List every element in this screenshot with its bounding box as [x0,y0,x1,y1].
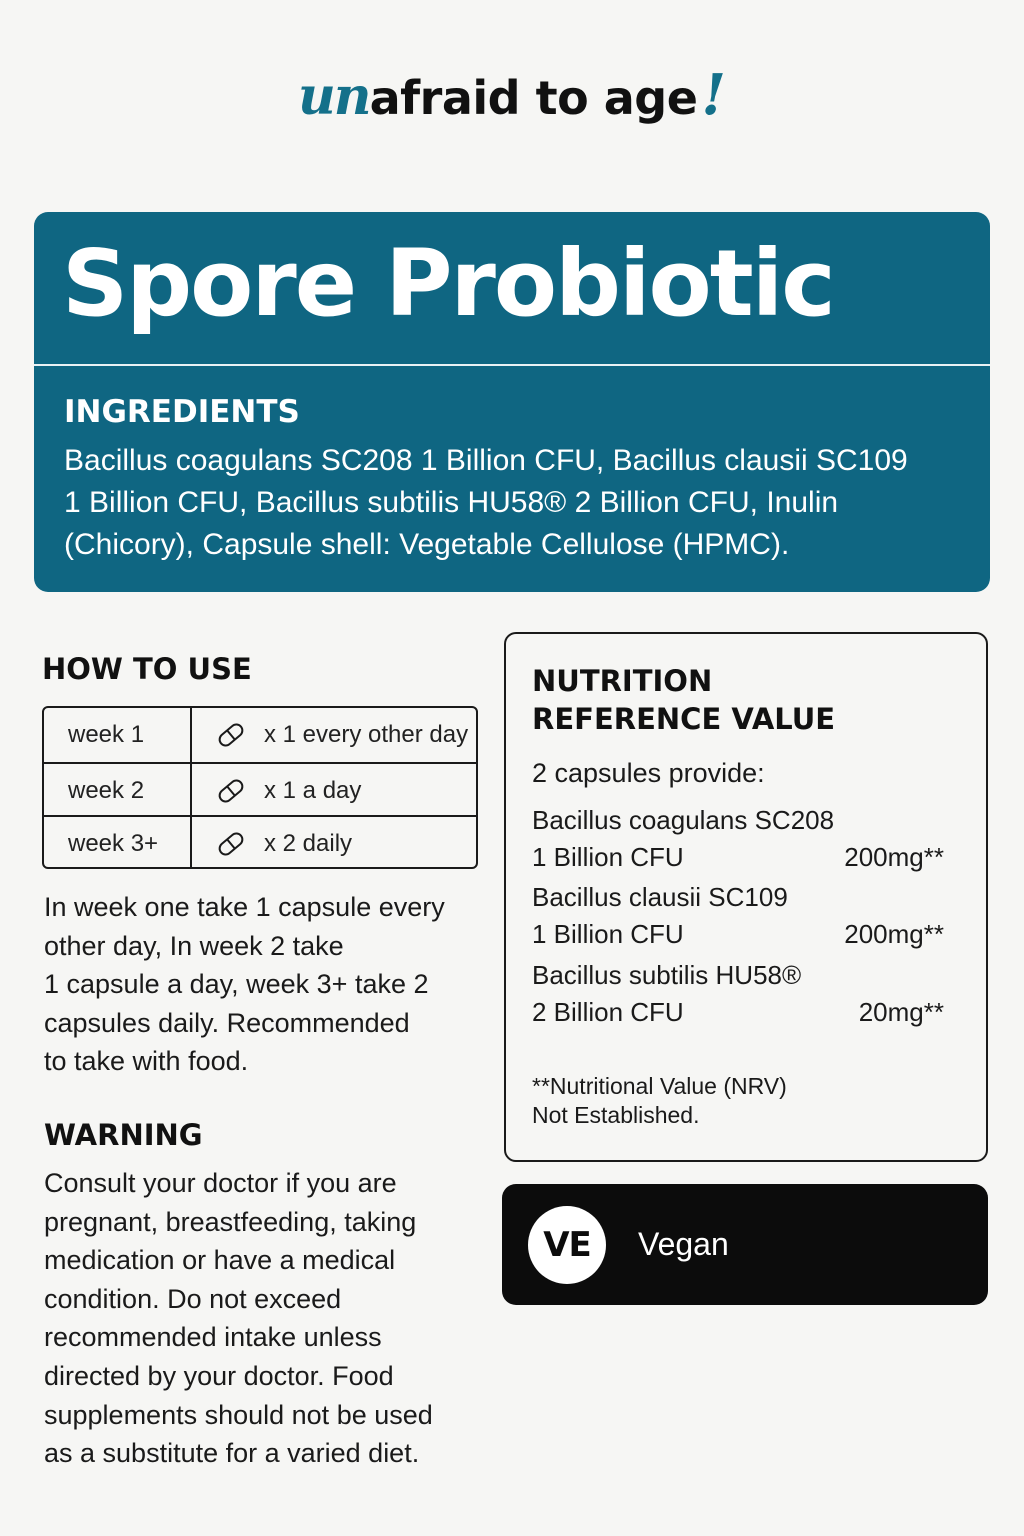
how-to-use-line: 1 capsule a day, week 3+ take 2 [44,969,429,1000]
vegan-icon: VE [528,1206,606,1284]
ingredients-line: Bacillus coagulans SC208 1 Billion CFU, Bacillus clausii SC109 [64,444,908,477]
how-to-use-heading: HOW TO USE [42,652,252,686]
how-to-use-line: capsules daily. Recommended [44,1007,410,1038]
nrv-title-line: REFERENCE VALUE [532,702,836,736]
warning-line: recommended intake unless [44,1322,382,1353]
dosage-amount: x 2 daily [264,830,353,857]
dosage-row-week-3-plus [44,815,476,868]
how-to-use-text [44,888,484,1081]
nrv-item-cfu: 1 Billion CFU [532,842,684,872]
warning-line: pregnant, breastfeeding, taking [44,1206,417,1237]
nrv-item-value: 200mg** [844,919,944,949]
warning-line: Consult your doctor if you are [44,1168,397,1198]
product-title: Spore Probiotic [62,230,834,337]
capsule-icon [216,778,246,804]
nrv-item-cfu: 2 Billion CFU [532,997,684,1027]
nrv-item-value: 20mg** [858,997,944,1027]
nrv-item-name: Bacillus clausii SC109 [532,882,788,912]
ingredients-line: 1 Billion CFU, Bacillus subtilis HU58® 2 Billion CFU, Inulin [64,486,839,519]
nrv-footnote-line: **Nutritional Value (NRV) [532,1073,787,1099]
dosage-week-label: week 2 [68,777,145,804]
vegan-label: Vegan [638,1226,729,1262]
nrv-item-value: 200mg** [844,842,944,872]
nrv-serving-text: 2 capsules provide: [532,758,765,788]
dosage-row-week-2 [44,762,476,815]
warning-line: as a substitute for a varied diet. [44,1438,420,1469]
warning-line: directed by your doctor. Food [44,1360,394,1391]
nrv-item-cfu: 1 Billion CFU [532,919,684,949]
warning-text [44,1164,484,1473]
brand-exclamation: ! [701,62,726,128]
nrv-item [532,957,944,1031]
product-header-panel [34,212,990,592]
how-to-use-line: In week one take 1 capsule every [44,892,445,922]
nrv-item-name: Bacillus subtilis HU58® [532,960,802,990]
header-divider [34,364,990,366]
how-to-use-line: other day, In week 2 take [44,930,344,961]
warning-line: supplements should not be used [44,1399,433,1430]
nrv-footnote [532,1072,787,1130]
nrv-item [532,802,944,876]
nutrition-reference-box [504,632,988,1162]
brand-tagline [0,62,1024,128]
ingredients-line: (Chicory), Capsule shell: Vegetable Cellulose (HPMC). [64,528,790,561]
warning-line: condition. Do not exceed [44,1283,342,1314]
warning-line: medication or have a medical [44,1245,396,1276]
capsule-icon [216,831,246,857]
nrv-title-line: NUTRITION [532,664,713,698]
vegan-badge-panel [502,1184,988,1305]
nrv-footnote-line: Not Established. [532,1102,700,1128]
capsule-icon [216,722,246,748]
ingredients-text [64,440,944,566]
dosage-amount: x 1 a day [264,777,362,804]
how-to-use-line: to take with food. [44,1046,249,1077]
warning-heading: WARNING [44,1118,203,1152]
ingredients-heading: INGREDIENTS [64,394,300,430]
nrv-title [532,662,835,738]
nrv-item [532,879,944,953]
dosage-table [42,706,478,869]
nrv-item-name: Bacillus coagulans SC208 [532,805,835,835]
dosage-week-label: week 1 [68,721,145,748]
dosage-week-label: week 3+ [68,830,159,857]
brand-main-text: afraid to age [369,71,698,125]
brand-prefix: un [298,66,370,127]
dosage-amount: x 1 every other day [264,721,469,748]
dosage-row-week-1 [44,708,476,761]
